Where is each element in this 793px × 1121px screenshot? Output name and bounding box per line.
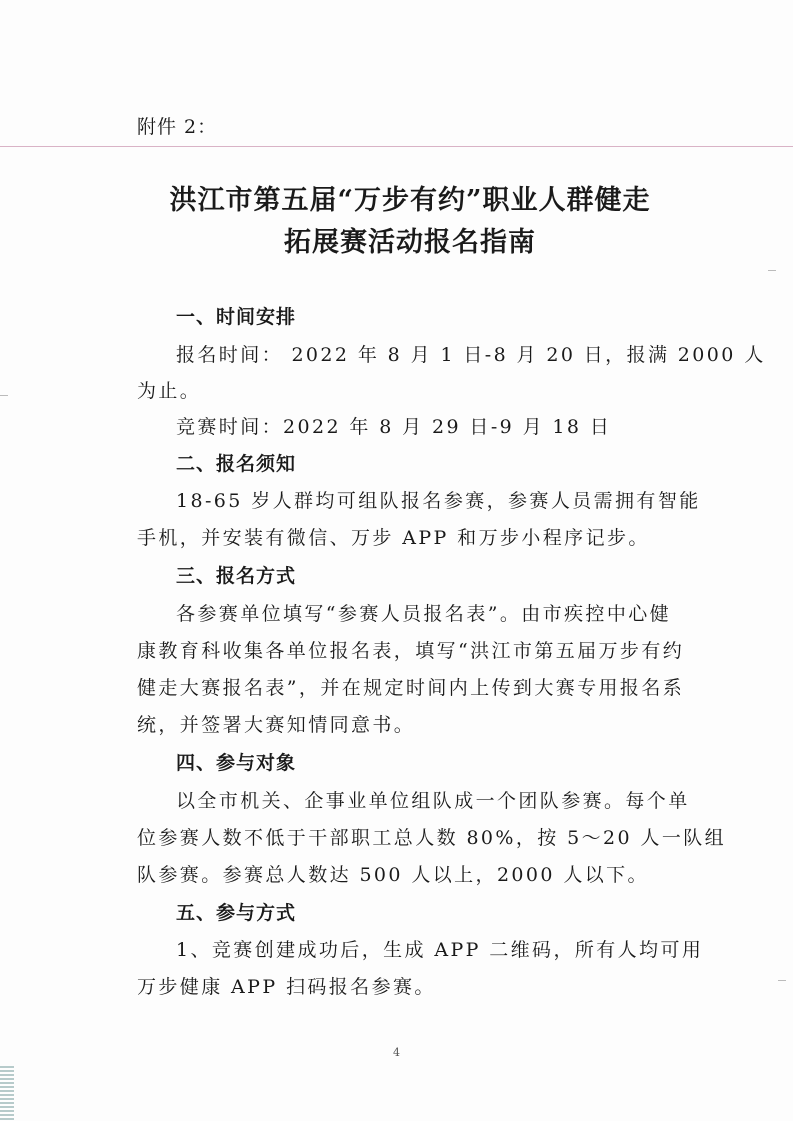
document-title-line-1: 洪江市第五届“万步有约”职业人群健走 <box>169 185 651 216</box>
paragraph-line: 位参赛人数不低于干部职工总人数 80%，按 5～20 人一队组 <box>137 827 727 849</box>
paragraph-line: 康教育科收集各单位报名表，填写“洪江市第五届万步有约 <box>137 640 685 662</box>
scan-divider <box>0 146 793 147</box>
paragraph-line: 万步健康 APP 扫码报名参赛。 <box>137 976 436 998</box>
scan-tick <box>768 270 776 271</box>
paragraph-line: 竞赛时间：2022 年 8 月 29 日-9 月 18 日 <box>176 416 612 438</box>
page-number: 4 <box>393 1046 400 1059</box>
paragraph-line: 队参赛。参赛总人数达 500 人以上，2000 人以下。 <box>137 864 649 886</box>
paragraph-line: 报名时间： 2022 年 8 月 1 日-8 月 20 日，报满 2000 人 <box>176 344 766 366</box>
paragraph-line: 各参赛单位填写“参赛人员报名表”。由市疾控中心健 <box>176 603 672 625</box>
document-title-line-2: 拓展赛活动报名指南 <box>284 227 536 258</box>
scan-edge-mark <box>0 1066 14 1121</box>
paragraph-line: 为止。 <box>137 380 202 402</box>
section-heading-registration-method: 三、报名方式 <box>176 565 297 587</box>
paragraph-line: 统，并签署大赛知情同意书。 <box>137 714 416 736</box>
paragraph-line: 以全市机关、企事业单位组队成一个团队参赛。每个单 <box>176 790 690 812</box>
paragraph-line: 1、竞赛创建成功后，生成 APP 二维码，所有人均可用 <box>176 939 704 961</box>
scan-tick <box>0 395 8 396</box>
paragraph-line: 手机，并安装有微信、万步 APP 和万步小程序记步。 <box>137 527 650 549</box>
attachment-label: 附件 2： <box>137 116 218 138</box>
scan-tick <box>778 980 786 981</box>
section-heading-notice: 二、报名须知 <box>176 453 297 475</box>
section-heading-schedule: 一、时间安排 <box>176 306 297 328</box>
section-heading-participation-method: 五、参与方式 <box>176 902 297 924</box>
paragraph-line: 健走大赛报名表”，并在规定时间内上传到大赛专用报名系 <box>137 677 685 699</box>
section-heading-participants: 四、参与对象 <box>176 752 297 774</box>
paragraph-line: 18-65 岁人群均可组队报名参赛，参赛人员需拥有智能 <box>176 490 701 512</box>
